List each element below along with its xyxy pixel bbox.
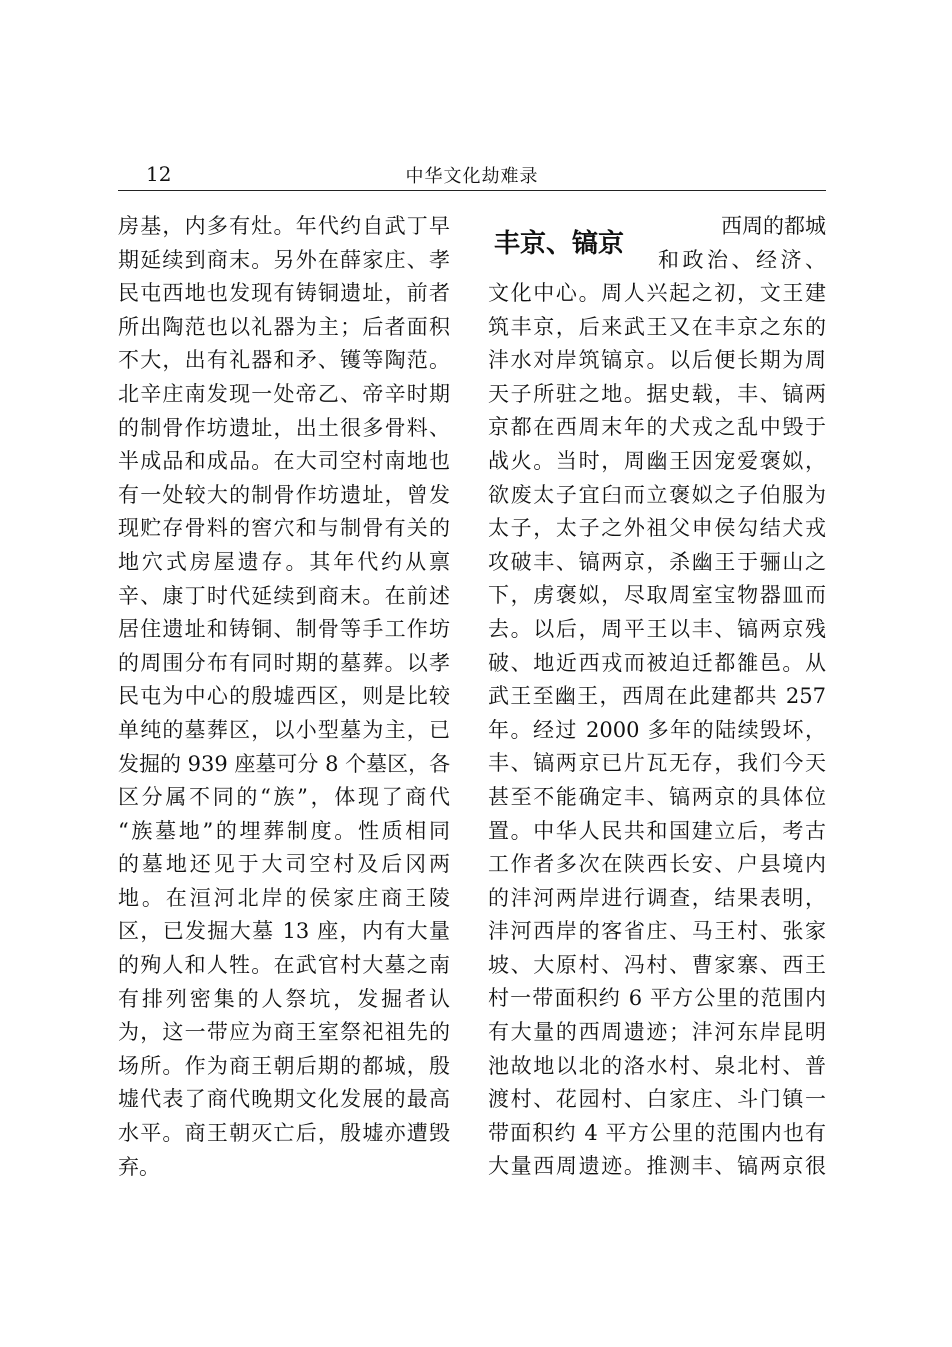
text-line: 的周围分布有同时期的墓葬。以孝 [118,650,450,675]
text-line: 年。经过 2000 多年的陆续毁坏， [488,717,826,742]
text-line: 区，已发掘大墓 13 座，内有大量 [118,919,450,944]
left-column [118,210,450,1184]
text-line: 墟代表了商代晚期文化发展的最高 [118,1087,450,1112]
text-line: 京都在西周末年的犬戎之乱中毁于 [488,415,826,440]
text-line: 的沣河两岸进行调查，结果表明， [488,885,826,910]
text-line: 场所。作为商王朝后期的都城，殷 [118,1053,450,1078]
page-header [118,160,826,188]
intro-line-1: 西周的都城 [721,214,826,238]
text-line: 半成品和成品。在大司空村南地也 [118,449,450,474]
header-rule [118,190,826,191]
text-line: 池故地以北的洛水村、泉北村、普 [488,1053,826,1078]
right-column [488,210,826,1184]
text-line: 天子所驻之地。据史载，丰、镐两 [488,381,826,406]
text-line: 民屯西地也发现有铸铜遗址，前者 [118,281,450,306]
text-line: 大量西周遗迹。推测丰、镐两京很 [488,1154,826,1179]
text-line: 坡、大原村、冯村、曹家寨、西王 [488,952,826,977]
right-column-body [488,277,826,1184]
text-line: 为，这一带应为商王室祭祀祖先的 [118,1020,450,1045]
text-line: 武王至幽王，西周在此建都共 257 [488,684,826,709]
text-line: 破、地近西戎而被迫迁都雒邑。从 [488,650,826,675]
text-line: 攻破丰、镐两京，杀幽王于骊山之 [488,549,826,574]
text-line: 去。以后，周平王以丰、镐两京残 [488,616,826,641]
text-line: 区分属不同的“族”，体现了商代 [118,785,450,810]
text-line: 民屯为中心的殷墟西区，则是比较 [118,684,450,709]
text-line: 的殉人和人牲。在武官村大墓之南 [118,953,450,978]
text-line: 太子，太子之外祖父申侯勾结犬戎 [488,516,826,541]
text-line: 沣水对岸筑镐京。以后便长期为周 [488,348,826,373]
text-line: 带面积约 4 平方公里的范围内也有 [488,1120,826,1145]
text-line: 期延续到商末。另外在薛家庄、孝 [118,247,450,272]
text-line: 置。中华人民共和国建立后，考古 [488,818,826,843]
text-line: 筑丰京，后来武王又在丰京之东的 [488,314,826,339]
text-line: 现贮存骨料的窖穴和与制骨有关的 [118,516,450,541]
text-line: 渡村、花园村、白家庄、斗门镇一 [488,1087,826,1112]
text-line: 不大，出有礼器和矛、镬等陶范。 [118,348,450,373]
text-line: 地穴式房屋遗存。其年代约从禀 [118,549,450,574]
text-line: 居住遗址和铸铜、制骨等手工作坊 [118,617,450,642]
text-line: 下，虏褒姒，尽取周室宝物器皿而 [488,583,826,608]
text-line: 的墓地还见于大司空村及后冈两 [118,852,450,877]
text-line: 辛、康丁时代延续到商末。在前述 [118,583,450,608]
text-line: 丰、镐两京已片瓦无存，我们今天 [488,751,826,776]
text-line: 有一处较大的制骨作坊遗址，曾发 [118,482,450,507]
text-line: 水平。商王朝灭亡后，殷墟亦遭毁 [118,1121,450,1146]
text-line: 战火。当时，周幽王因宠爱褒姒， [488,448,826,473]
text-line: 甚至不能确定丰、镐两京的具体位 [488,784,826,809]
section-heading-block [488,210,826,277]
text-line: 欲废太子宜臼而立褒姒之子伯服为 [488,482,826,507]
intro-line-2: 和政治、经济、 [658,248,826,272]
text-line: 单纯的墓葬区，以小型墓为主，已 [118,717,450,742]
text-line: “族墓地”的埋葬制度。性质相同 [118,818,450,843]
running-title: 中华文化劫难录 [405,166,539,187]
text-line: 工作者多次在陕西长安、户县境内 [488,852,826,877]
text-line: 沣河西岸的客省庄、马王村、张家 [488,919,826,944]
text-line: 有排列密集的人祭坑，发掘者认 [118,986,450,1011]
text-line: 文化中心。周人兴起之初，文王建 [488,281,826,305]
text-line: 发掘的 939 座墓可分 8 个墓区，各 [118,751,451,776]
page-number: 12 [146,162,172,186]
text-line: 房基，内多有灶。年代约自武丁早 [118,214,450,238]
text-line: 北辛庄南发现一处帝乙、帝辛时期 [118,381,450,406]
text-line: 的制骨作坊遗址，出土很多骨料、 [118,415,450,440]
text-line: 弃。 [118,1154,160,1179]
section-heading: 丰京、镐京 [494,229,625,259]
text-line: 地。在洹河北岸的侯家庄商王陵 [118,885,450,910]
text-line: 所出陶范也以礼器为主；后者面积 [118,314,450,339]
text-line: 有大量的西周遗迹；沣河东岸昆明 [488,1020,826,1045]
text-line: 村一带面积约 6 平方公里的范围内 [488,986,826,1011]
